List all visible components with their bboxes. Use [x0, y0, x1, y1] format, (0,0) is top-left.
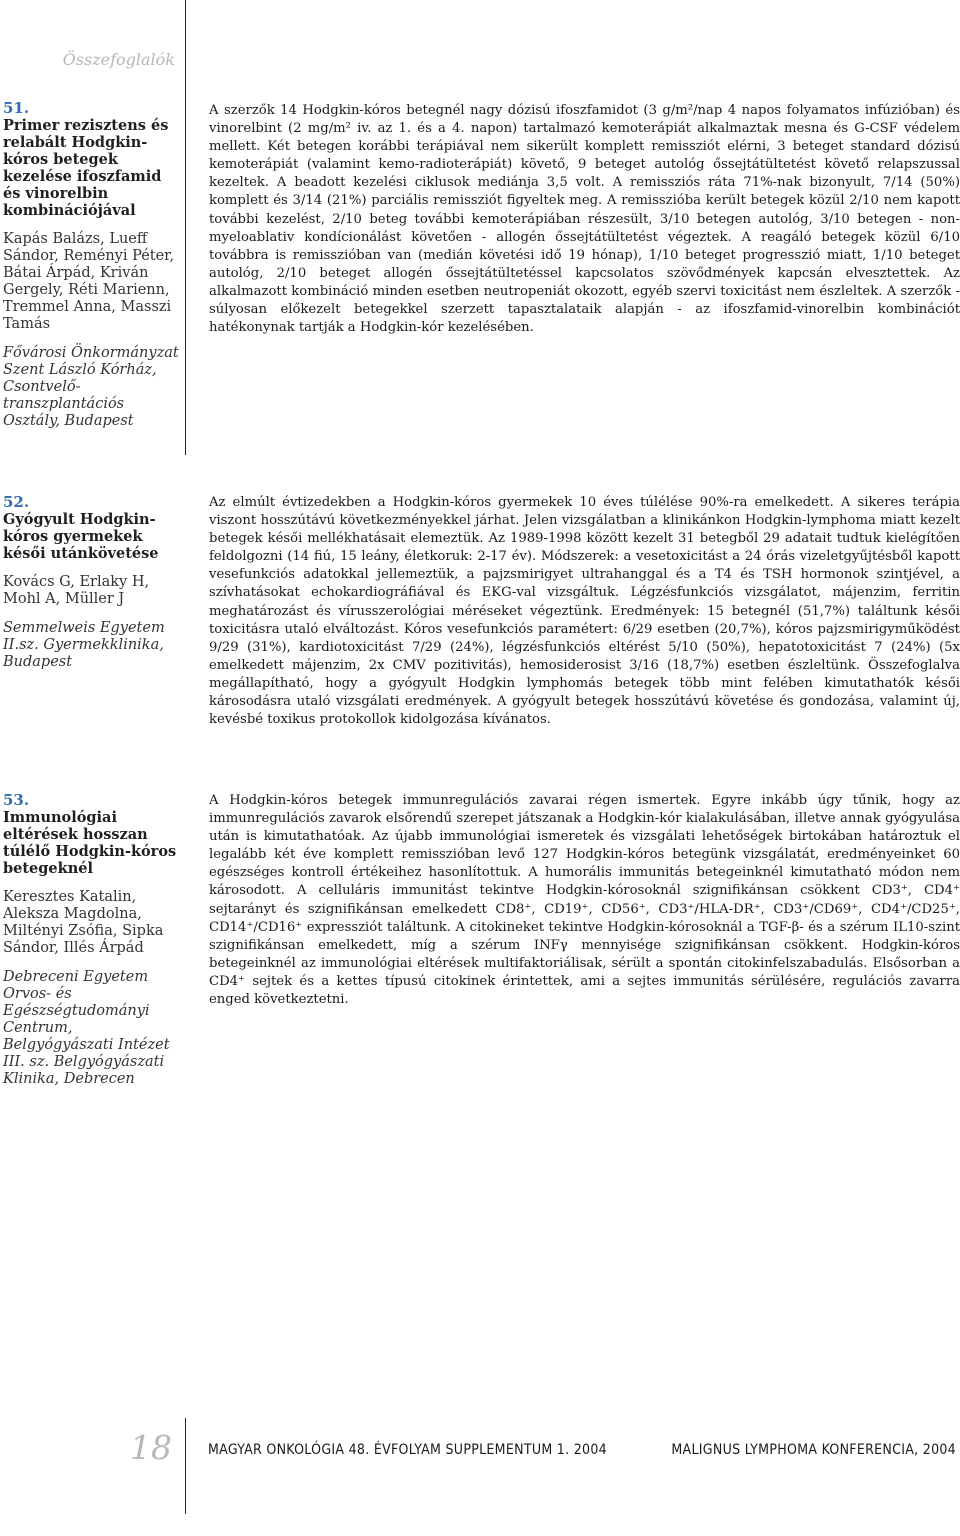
abstract-sidebar: [3, 494, 179, 671]
section-label: Összefoglalók: [62, 50, 175, 69]
abstract-title: Immunológiai eltérések hosszan túlélő Hodgkin-kóros betegeknél: [3, 809, 177, 877]
abstract-authors: Keresztes Katalin, Aleksza Magdolna, Miltényi Zsófia, Sipka Sándor, Illés Árpád: [3, 889, 164, 956]
page-number: 18: [130, 1428, 172, 1467]
footer-conference: MALIGNUS LYMPHOMA KONFERENCIA, 2004: [671, 1442, 956, 1458]
abstract-affiliation: Fővárosi Önkormányzat Szent László Kórház, Csontvelő-transzplantációs Osztály, Budapest: [3, 345, 179, 429]
abstract-number: 51.: [3, 99, 30, 117]
abstract-sidebar: [3, 792, 179, 1088]
abstract-authors: Kapás Balázs, Lueff Sándor, Reményi Péter, Bátai Árpád, Kriván Gergely, Réti Marienn, Tremmel Anna, Masszi Tamás: [3, 231, 175, 332]
abstract-number: 53.: [3, 791, 30, 809]
abstract-number: 52.: [3, 493, 30, 511]
column-divider: [185, 0, 186, 455]
abstract-body: Az elmúlt évtizedekben a Hodgkin-kóros gyermekek 10 éves túlélése 90%-ra emelkedett. A sikeres terápia viszont hosszútávú következményekkel járhat. Jelen vizsgálatban a klinikánkon Hodgkin-lymphoma miatt kezelt betegek késői mellékhatásait elemeztük. Az 1989-1998 között kezelt 31 betegből 29 adatait tudtuk kielégítően feldolgozni (14 fiú, 15 leány, életkoruk: 2-17 év). Módszerek: a vesetoxicitást a 24 órás vizeletgyűjtésből kapott vesefunkciós adatokkal jellemeztük, a pajzsmirigyet ultrahanggal és a T4 és TSH hormonok szintjével, a szívhatásokat echokardiográfiával és EKG-val vizsgáltuk. Légzésfunkciós vizsgálatot, májenzim, ferritin meghatározást és vírusszerológiai méréseket végeztünk. Eredmények: 15 betegnél (51,7%) találtunk késői toxicitásra utaló elváltozást. Kóros vesefunkciós paramétert: 6/29 esetben (20,7%), kóros pajzsmirigyműködést 9/29 (31%), kardiotoxicitást 7/29 (24%), légzésfunkciós eltérést 5/10 (50%), hepatotoxicitást 7 (24%) (5x emelkedett májenzim, 2x CMV pozitivitás), hemosiderosist 3/16 (18,7%) esetben észleltünk. Összefoglalva megállapítható, hogy a gyógyult Hodgkin lymphomás betegek több mint felében kimutathatók késői károsodásra utaló vizsgálati eredmények. A gyógyult betegek hosszútávú követése és gondozása, valamint új, kevésbé toxikus protokollok kidolgozása kívánatos.: [209, 495, 960, 728]
footer-journal: MAGYAR ONKOLÓGIA 48. ÉVFOLYAM SUPPLEMENTUM 1. 2004: [208, 1442, 607, 1458]
abstract-title: Gyógyult Hodgkin-kóros gyermekek késői utánkövetése: [3, 511, 159, 562]
footer-divider: [185, 1418, 186, 1514]
abstract-authors: Kovács G, Erlaky H, Mohl A, Müller J: [3, 574, 150, 607]
abstract-title: Primer rezisztens és relabált Hodgkin-kóros betegek kezelése ifoszfamid és vinorelbin kombinációjával: [3, 117, 169, 219]
abstract-body: A Hodgkin-kóros betegek immunregulációs zavarai régen ismertek. Egyre inkább úgy tűnik, hogy az immunregulációs zavarok elsőrendű szerepet játszanak a Hodgkin-kór kialakulásában, illetve annak gyógyulása után is kimutathatóak. Az újabb immunológiai ismeretek és vizsgálati lehetőségek birtokában határoztuk el legalább két éve komplett remisszióban levő 127 Hodgkin-kóros betegünk vizsgálatát, eredményeinket 60 egészséges kontroll értékeihez hasonlítottuk. A humorális immunitás betegeinknél kimutatható módon nem károsodott. A celluláris immunitást tekintve Hodgkin-kórosoknál szignifikánsan csökkent CD3⁺, CD4⁺ sejtarányt és szignifikánsan emelkedett CD8⁺, CD19⁺, CD56⁺, CD3⁺/HLA-DR⁺, CD3⁺/CD69⁺, CD4⁺/CD25⁺, CD14⁺/CD16⁺ expressziót találtunk. A citokineket tekintve Hodgkin-kórosoknál a TGF-β- és a szérum IL10-szint szignifikánsan emelkedett, míg a szérum INFγ mennyisége szignifikánsan csökkent. Hodgkin-kóros betegeinknél az immunológiai eltérések multifaktoriálisak, sérült a spontán citokinfelszabadulás. Elsősorban a CD4⁺ sejtek és a kettes típusú citokinek érintettek, ami a sejtes immunitás sérülésére, regulációs zavarra enged következtetni.: [209, 793, 960, 1008]
abstract-body: A szerzők 14 Hodgkin-kóros betegnél nagy dózisú ifoszfamidot (3 g/m²/nap 4 napos folyamatos infúzióban) és vinorelbint (2 mg/m² iv. az 1. és a 4. napon) tartalmazó kemoterápiát alkalmaztak mesna és G-CSF védelem mellett. Két betegen korábbi terápiával nem sikerült komplett remissziót elérni, 3 beteget standard dózisú kemoterápiát (valamint kemo-radioterápiát) követő, 9 beteget autológ őssejtátültetést követő relapszussal kezeltek. A beadott kezelési ciklusok mediánja 3,5 volt. A remissziós ráta 71%-nak bizonyult, 7/14 (50%) komplett és 3/14 (21%) parciális remissziót figyeltek meg. A remisszióba került betegek közül 2/10 nem kapott további kezelést, 2/10 beteg további kemoterápiában részesült, 3/10 betegen autológ, 3/10 betegen - non-myeloablativ kondícionálást követően - allogén őssejtátültetést végeztek. A reagáló betegek közül 6/10 továbbra is remisszióban van (medián követési idő 19 hónap), 1/10 beteget progresszió miatt, 1/10 beteget autológ, 2/10 beteget allogén őssejtátültetéssel kapcsolatos szövődmények kapcsán elvesztettek. Az alkalmazott kombináció minden esetben neutropeniát okozott, egyéb szervi toxicitást nem észleltek. A szerzők - súlyosan előkezelt betegekkel szerzett tapasztalataik alapján - az ifoszfamid-vinorelbin kombinációt hatékonynak tartják a Hodgkin-kór kezelésében.: [209, 103, 960, 336]
abstract-sidebar: [3, 100, 179, 430]
abstract-affiliation: Semmelweis Egyetem II.sz. Gyermekklinika, Budapest: [3, 620, 165, 670]
abstract-affiliation: Debreceni Egyetem Orvos- és Egészségtudományi Centrum, Belgyógyászati Intézet III. sz. Belgyógyászati Klinika, Debrecen: [3, 969, 170, 1087]
